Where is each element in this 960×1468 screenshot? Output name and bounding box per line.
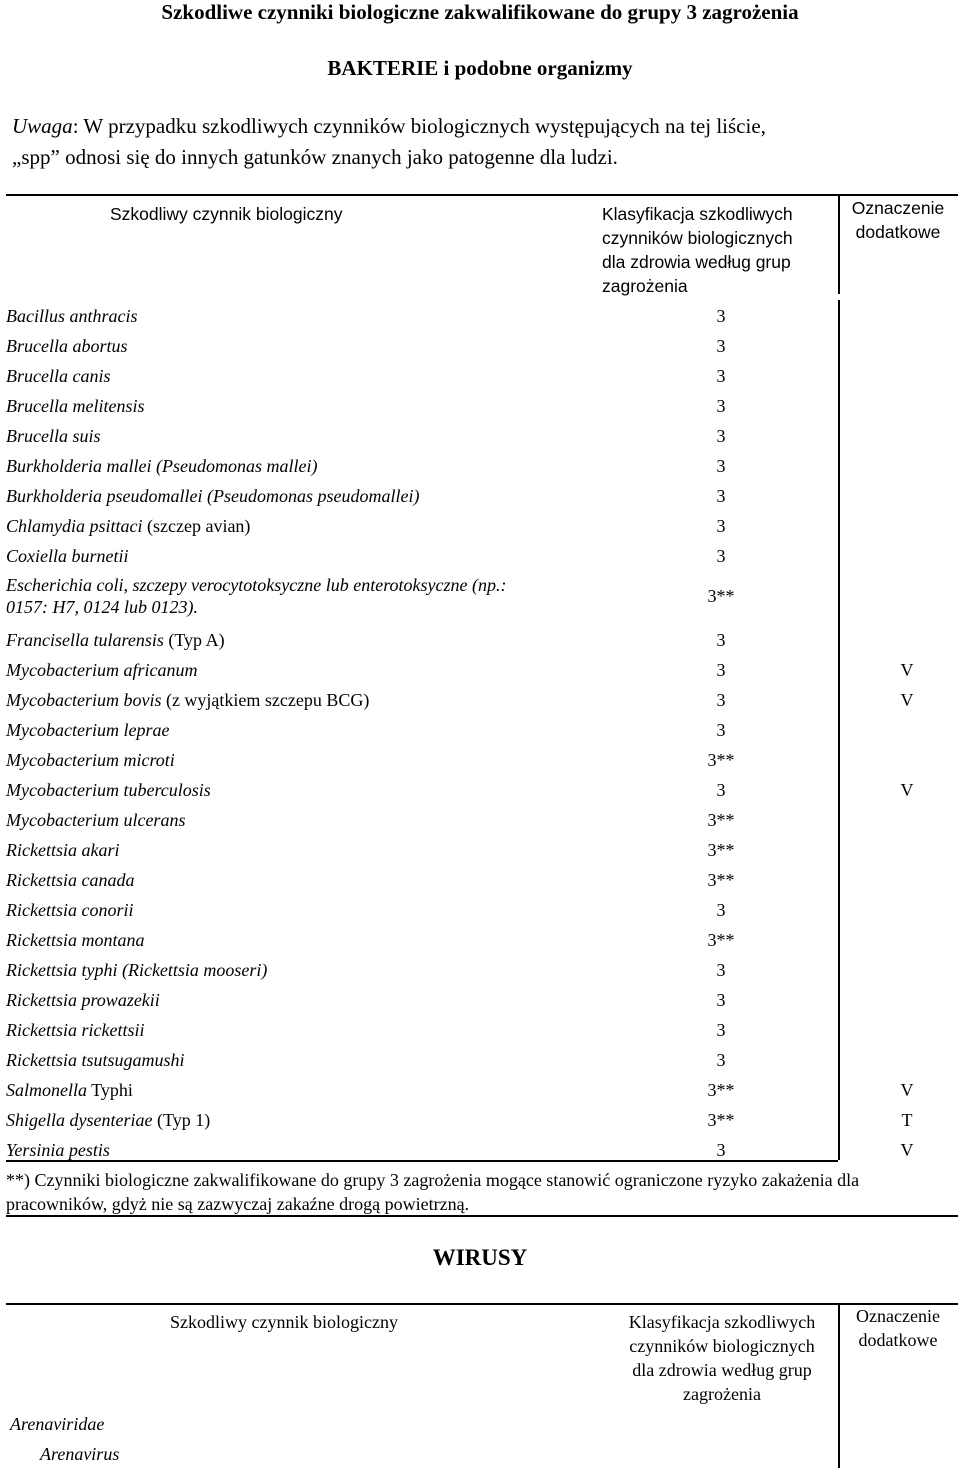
risk-group: 3** [707, 750, 735, 770]
header-additional-line: dodatkowe [855, 222, 941, 242]
agent-name [6, 930, 144, 951]
agent-name-text-line-2: 0157: H7, 0124 lub 0123). [6, 597, 198, 617]
agent-name-text: Mycobacterium microti [6, 750, 175, 770]
agent-name [6, 1140, 110, 1161]
agent-name [6, 306, 138, 327]
agent-name [6, 660, 197, 681]
section-heading-bacteria: BAKTERIE i podobne organizmy [327, 56, 633, 80]
header-classification-line: Klasyfikacja szkodliwych [602, 204, 793, 224]
table-top-rule [6, 194, 958, 196]
agent-name [6, 900, 133, 921]
agent-name-text: Rickettsia conorii [6, 900, 134, 920]
additional-mark: V [900, 660, 914, 680]
risk-group: 3 [716, 1050, 726, 1070]
agent-name-qualifier: (szczep avian) [142, 516, 251, 536]
risk-group: 3** [707, 1080, 735, 1100]
footnote: **) Czynniki biologiczne zakwalifikowane do grupy 3 zagrożenia mogące stanowić ograniczone ryzyko zakażenia dla pracowników, gdyż nie są zazwyczaj zakaźne drogą powietrzną. [6, 1170, 860, 1214]
agent-name [6, 426, 101, 447]
agent-name [6, 456, 317, 477]
table-row [6, 1046, 958, 1076]
virus-header-classification-line: dla zdrowia według grup [632, 1360, 812, 1380]
risk-group: 3 [716, 306, 726, 326]
risk-group: 3 [716, 720, 726, 740]
agent-name-text: Francisella tularensis [6, 630, 164, 650]
table-row [6, 926, 958, 956]
agent-name-text: Escherichia coli, szczepy verocytotoksyczne lub enterotoksyczne (np.: [6, 575, 507, 595]
risk-group: 3 [716, 486, 726, 506]
risk-group: 3** [707, 930, 735, 950]
table-row [6, 1016, 958, 1046]
table-row [6, 806, 958, 836]
table-row [6, 1076, 958, 1106]
table-row [6, 1136, 958, 1166]
agent-name [6, 990, 160, 1011]
risk-group: 3 [716, 546, 726, 566]
virus-genus: Arenavirus [40, 1444, 120, 1464]
agent-name-text: Rickettsia akari [6, 840, 120, 860]
agent-name-text: Burkholderia mallei (Pseudomonas mallei) [6, 456, 318, 476]
table-row [6, 572, 958, 626]
virus-table-top-rule [6, 1303, 958, 1305]
agent-name [6, 336, 128, 357]
risk-group: 3 [716, 1140, 726, 1160]
agent-name [6, 1110, 210, 1131]
agent-name [6, 840, 119, 861]
header-additional-line: Oznaczenie [851, 198, 945, 218]
header-classification-line: czynników biologicznych [602, 228, 793, 248]
agent-name-text: Rickettsia canada [6, 870, 135, 890]
agent-name [6, 546, 128, 567]
table-row [6, 422, 958, 452]
additional-mark: V [900, 780, 914, 800]
virus-header-additional-line: Oznaczenie [856, 1306, 940, 1326]
agent-name [6, 870, 134, 891]
additional-mark: T [901, 1110, 913, 1130]
virus-header-additional-line: dodatkowe [858, 1330, 938, 1350]
risk-group: 3** [707, 586, 735, 606]
agent-name [6, 1080, 133, 1101]
agent-name-text: Rickettsia rickettsii [6, 1020, 145, 1040]
header-agent: Szkodliwy czynnik biologiczny [110, 204, 343, 224]
table-row [6, 746, 958, 776]
table-row [6, 896, 958, 926]
agent-name [6, 750, 175, 771]
risk-group: 3** [707, 870, 735, 890]
agent-name-qualifier: Typhi [87, 1080, 133, 1100]
note-line-1: : W przypadku szkodliwych czynników biologicznych występujących na tej liście, [72, 114, 766, 138]
table-header-divider [838, 194, 840, 294]
risk-group: 3 [716, 1020, 726, 1040]
table-row [6, 866, 958, 896]
risk-group: 3 [716, 336, 726, 356]
risk-group: 3 [716, 396, 726, 416]
agent-name [6, 516, 250, 537]
table-row [6, 716, 958, 746]
table-row [6, 362, 958, 392]
table-row [6, 986, 958, 1016]
table-row [6, 482, 958, 512]
agent-name-text: Rickettsia prowazekii [6, 990, 160, 1010]
agent-name-text: Mycobacterium tuberculosis [6, 780, 211, 800]
virus-header-classification-line: czynników biologicznych [629, 1336, 815, 1356]
risk-group: 3 [716, 630, 726, 650]
agent-name-text: Mycobacterium bovis [6, 690, 162, 710]
additional-mark: V [900, 690, 914, 710]
agent-name-text: Brucella suis [6, 426, 101, 446]
table-row [6, 626, 958, 656]
table-row [6, 332, 958, 362]
risk-group: 3 [716, 900, 726, 920]
risk-group: 3 [716, 780, 726, 800]
agent-name [6, 574, 506, 618]
note [12, 111, 766, 173]
header-classification-line: dla zdrowia według grup [602, 252, 791, 272]
agent-name [6, 780, 211, 801]
agent-name-text: Rickettsia montana [6, 930, 145, 950]
agent-name [6, 396, 144, 417]
table-row [6, 542, 958, 572]
agent-name [6, 630, 225, 651]
agent-name-text: Brucella abortus [6, 336, 128, 356]
risk-group: 3** [707, 840, 735, 860]
table-row [6, 1106, 958, 1136]
table-row [6, 836, 958, 866]
agent-name-text: Mycobacterium ulcerans [6, 810, 186, 830]
table-row [6, 452, 958, 482]
risk-group: 3 [716, 960, 726, 980]
agent-name [6, 1050, 185, 1071]
agent-name-text: Bacillus anthracis [6, 306, 138, 326]
agent-name-text: Shigella dysenteriae [6, 1110, 153, 1130]
virus-header-classification [612, 1310, 832, 1406]
agent-name [6, 486, 419, 507]
virus-header-additional [848, 1304, 948, 1352]
virus-header-classification-line: zagrożenia [683, 1384, 761, 1404]
header-additional [848, 196, 948, 244]
agent-name [6, 690, 369, 711]
agent-name-text: Mycobacterium leprae [6, 720, 170, 740]
agent-name-text: Coxiella burnetii [6, 546, 129, 566]
risk-group: 3 [716, 660, 726, 680]
agent-name [6, 720, 169, 741]
virus-header-classification-line: Klasyfikacja szkodliwych [628, 1312, 816, 1332]
virus-table-column-divider [838, 1303, 840, 1468]
header-classification [602, 202, 793, 298]
agent-name-qualifier: (Typ A) [163, 630, 225, 650]
risk-group: 3** [707, 810, 735, 830]
table-row [6, 512, 958, 542]
agent-name [6, 960, 267, 981]
agent-name-text: Burkholderia pseudomallei (Pseudomonas pseudomallei) [6, 486, 420, 506]
agent-name-text: Rickettsia tsutsugamushi [6, 1050, 185, 1070]
additional-mark: V [900, 1140, 914, 1160]
agent-name-text: Brucella canis [6, 366, 111, 386]
agent-name-text: Mycobacterium africanum [6, 660, 198, 680]
risk-group: 3 [716, 990, 726, 1010]
note-label: Uwaga [12, 114, 73, 138]
agent-name-text: Yersinia pestis [6, 1140, 110, 1160]
agent-name [6, 366, 110, 387]
risk-group: 3 [716, 426, 726, 446]
risk-group: 3** [707, 1110, 735, 1130]
agent-name-qualifier: (Typ 1) [152, 1110, 211, 1130]
risk-group: 3 [716, 516, 726, 536]
agent-name-text: Salmonella [6, 1080, 87, 1100]
table-row [6, 956, 958, 986]
additional-mark: V [900, 1080, 914, 1100]
header-classification-line: zagrożenia [602, 276, 688, 296]
table-row [6, 656, 958, 686]
footnote-rule [6, 1215, 958, 1217]
table-row [6, 392, 958, 422]
agent-name [6, 1020, 144, 1041]
table-row [6, 302, 958, 332]
table-row [6, 686, 958, 716]
agent-name-text: Rickettsia typhi (Rickettsia mooseri) [6, 960, 268, 980]
agent-name-text: Chlamydia psittaci [6, 516, 143, 536]
risk-group: 3 [716, 366, 726, 386]
agent-name-text: Brucella melitensis [6, 396, 145, 416]
section-heading-viruses: WIRUSY [432, 1245, 528, 1270]
risk-group: 3 [716, 690, 726, 710]
agent-name [6, 810, 185, 831]
note-line-2: „spp” odnosi się do innych gatunków znanych jako patogenne dla ludzi. [12, 145, 618, 169]
table-row [6, 776, 958, 806]
risk-group: 3 [716, 456, 726, 476]
virus-family: Arenaviridae [10, 1414, 105, 1434]
virus-header-agent: Szkodliwy czynnik biologiczny [170, 1312, 398, 1332]
agent-name-qualifier: (z wyjątkiem szczepu BCG) [161, 690, 370, 710]
page-title: Szkodliwe czynniki biologiczne zakwalifikowane do grupy 3 zagrożenia [161, 0, 799, 24]
